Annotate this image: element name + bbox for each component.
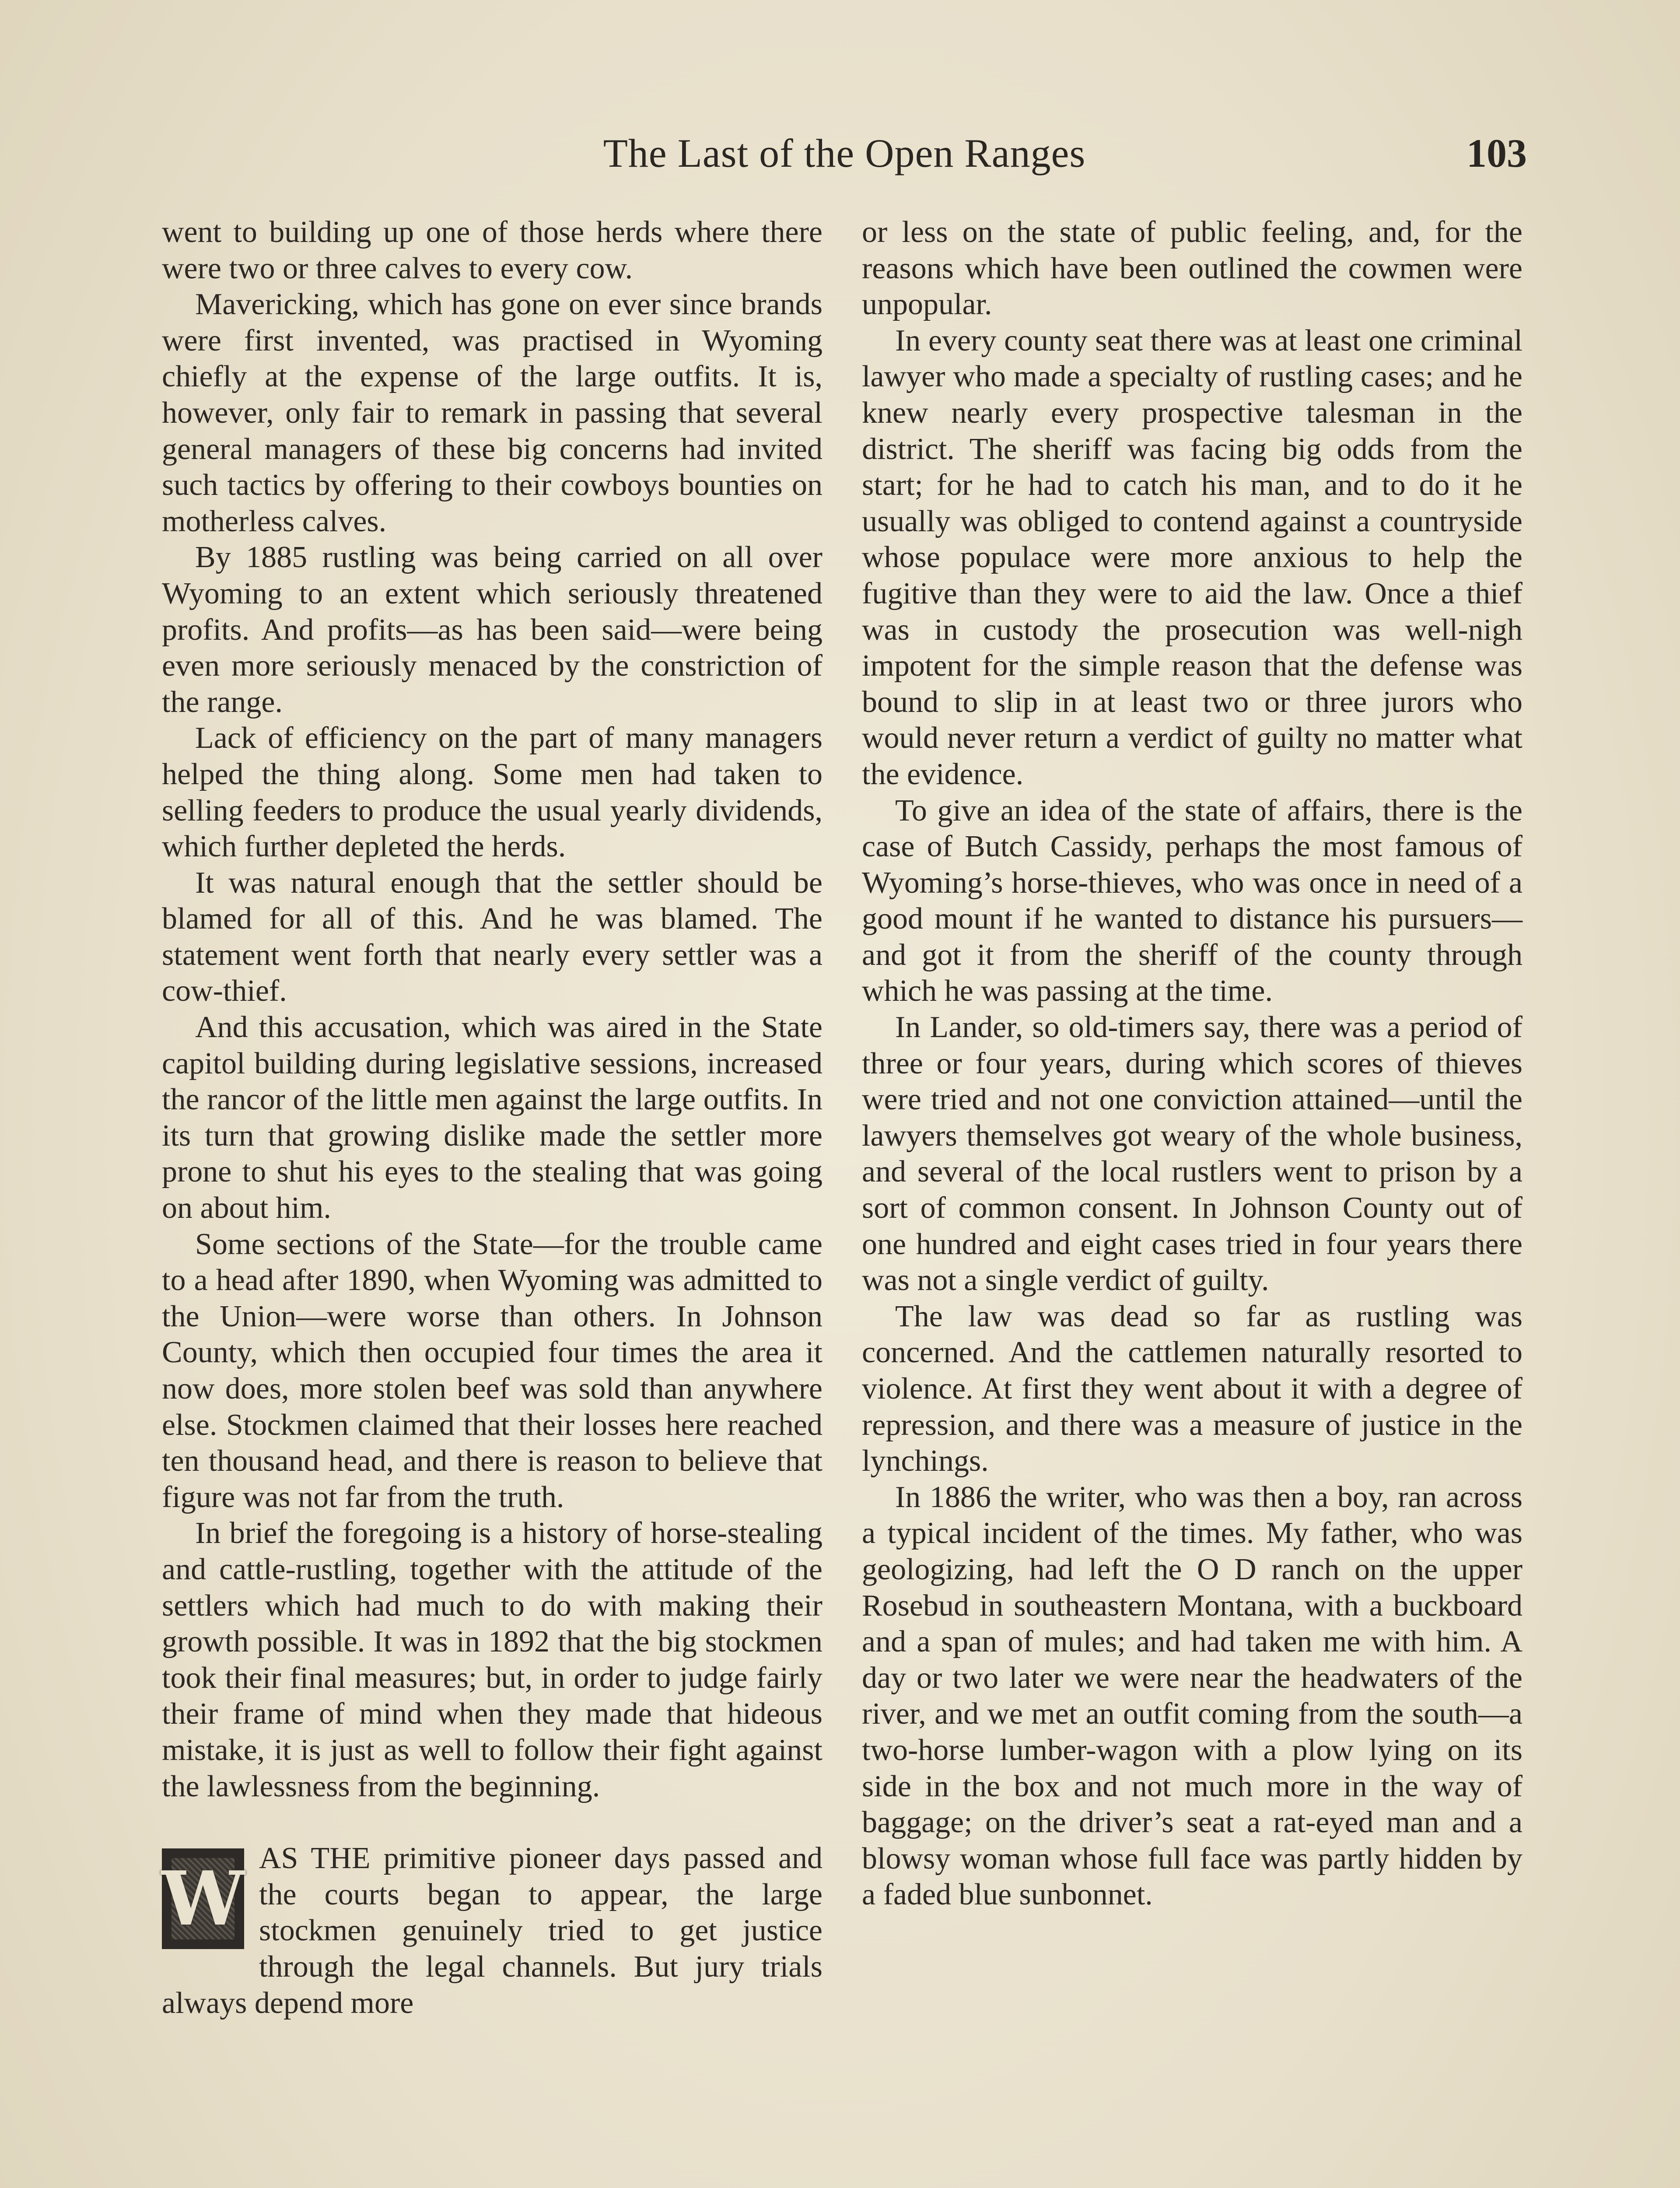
paragraph: Some sections of the State—for the trouble came to a head after 1890, when Wyoming was admitted to the Union—were worse than others. In Johnson County, which then occupied four times the area it now does, more stolen beef was sold than anywhere else. Stockmen claimed that their losses here reached ten thousand head, and there is reason to believe that figure was not far from the truth.	[162, 1227, 822, 1514]
decorative-initial	[162, 1848, 244, 1949]
decorative-initial-letter: W	[161, 1855, 245, 1943]
left-column	[162, 214, 822, 2021]
paragraph: And this accusation, which was aired in the State capitol building during legislative sessions, increased the rancor of the little men against the large outfits. In its turn that growing dislike made the settler more prone to shut his eyes to the stealing that was going on about him.	[162, 1010, 822, 1225]
dropcap-paragraph	[162, 1841, 822, 2021]
page-number: 103	[1466, 131, 1527, 175]
paragraph: To give an idea of the state of affairs, there is the case of Butch Cassidy, perhaps the most famous of Wyoming’s horse-thieves, who was once in need of a good mount if he wanted to distance his pursuers—and got it from the sheriff of the county through which he was passing at the time.	[862, 793, 1522, 1008]
paragraph: went to building up one of those herds where there were two or three calves to every cow.	[162, 215, 822, 285]
paragraph: Mavericking, which has gone on ever since brands were first invented, was practised in Wyoming chiefly at the expense of the large outfits. It is, however, only fair to remark in passing that several general managers of these big concerns had invited such tactics by offering to their cowboys bounties on motherless calves.	[162, 288, 822, 538]
dropcap-paragraph-text: AS THE primitive pioneer days passed and the courts began to appear, the large stockmen genuinely tried to get justice through the legal channels. But jury trials always depend more	[162, 1841, 822, 2020]
section-break	[162, 1805, 822, 1841]
paragraph: It was natural enough that the settler should be blamed for all of this. And he was blamed. The statement went forth that nearly every settler was a cow-thief.	[162, 866, 822, 1008]
paragraph: or less on the state of public feeling, and, for the reasons which have been outlined the cowmen were unpopular.	[862, 215, 1522, 322]
text-columns	[162, 214, 1527, 2188]
paragraph: The law was dead so far as rustling was concerned. And the cattlemen naturally resorted to violence. At first they went about it with a degree of repression, and there was a measure of justice in the lynchings.	[862, 1299, 1522, 1478]
page-header	[162, 125, 1527, 182]
paragraph: In brief the foregoing is a history of horse-stealing and cattle-rustling, together with the attitude of the settlers which had much to do with making their growth possible. It was in 1892 that the big stockmen took their final measures; but, in order to judge fairly their frame of mind when they made that hideous mistake, it is just as well to follow their fight against the lawlessness from the beginning.	[162, 1516, 822, 1803]
paragraph: In every county seat there was at least one criminal lawyer who made a specialty of rustling cases; and he knew nearly every prospective talesman in the district. The sheriff was facing big odds from the start; for he had to catch his man, and to do it he usually was obliged to contend against a countryside whose populace were more anxious to help the fugitive than they were to aid the law. Once a thief was in custody the prosecution was well-nigh impotent for the simple reason that the defense was bound to slip in at least two or three jurors who would never return a verdict of guilty no matter what the evidence.	[862, 323, 1522, 791]
running-title: The Last of the Open Ranges	[603, 131, 1086, 175]
paragraph: Lack of efficiency on the part of many managers helped the thing along. Some men had taken to selling feeders to produce the usual yearly dividends, which further depleted the herds.	[162, 721, 822, 864]
paragraph: By 1885 rustling was being carried on all over Wyoming to an extent which seriously threatened profits. And profits—as has been said—were being even more seriously menaced by the constriction of the range.	[162, 540, 822, 719]
paragraph: In 1886 the writer, who was then a boy, ran across a typical incident of the times. My father, who was geologizing, had left the O D ranch on the upper Rosebud in southeastern Montana, with a buckboard and a span of mules; and had taken me with him. A day or two later we were near the headwaters of the river, and we met an outfit coming from the south—a two-horse lumber-wagon with a plow lying on its side in the box and not much more in the way of baggage; on the driver’s seat a rat-eyed man and a blowsy woman whose full face was partly hidden by a faded blue sunbonnet.	[862, 1480, 1522, 1912]
decorative-initial-ornament	[161, 1855, 245, 1943]
right-column	[862, 214, 1522, 1913]
paragraph: In Lander, so old-timers say, there was a period of three or four years, during which scores of thieves were tried and not one conviction attained—until the lawyers themselves got weary of the whole business, and several of the local rustlers went to prison by a sort of common consent. In Johnson County out of one hundred and eight cases tried in four years there was not a single verdict of guilty.	[862, 1010, 1522, 1297]
